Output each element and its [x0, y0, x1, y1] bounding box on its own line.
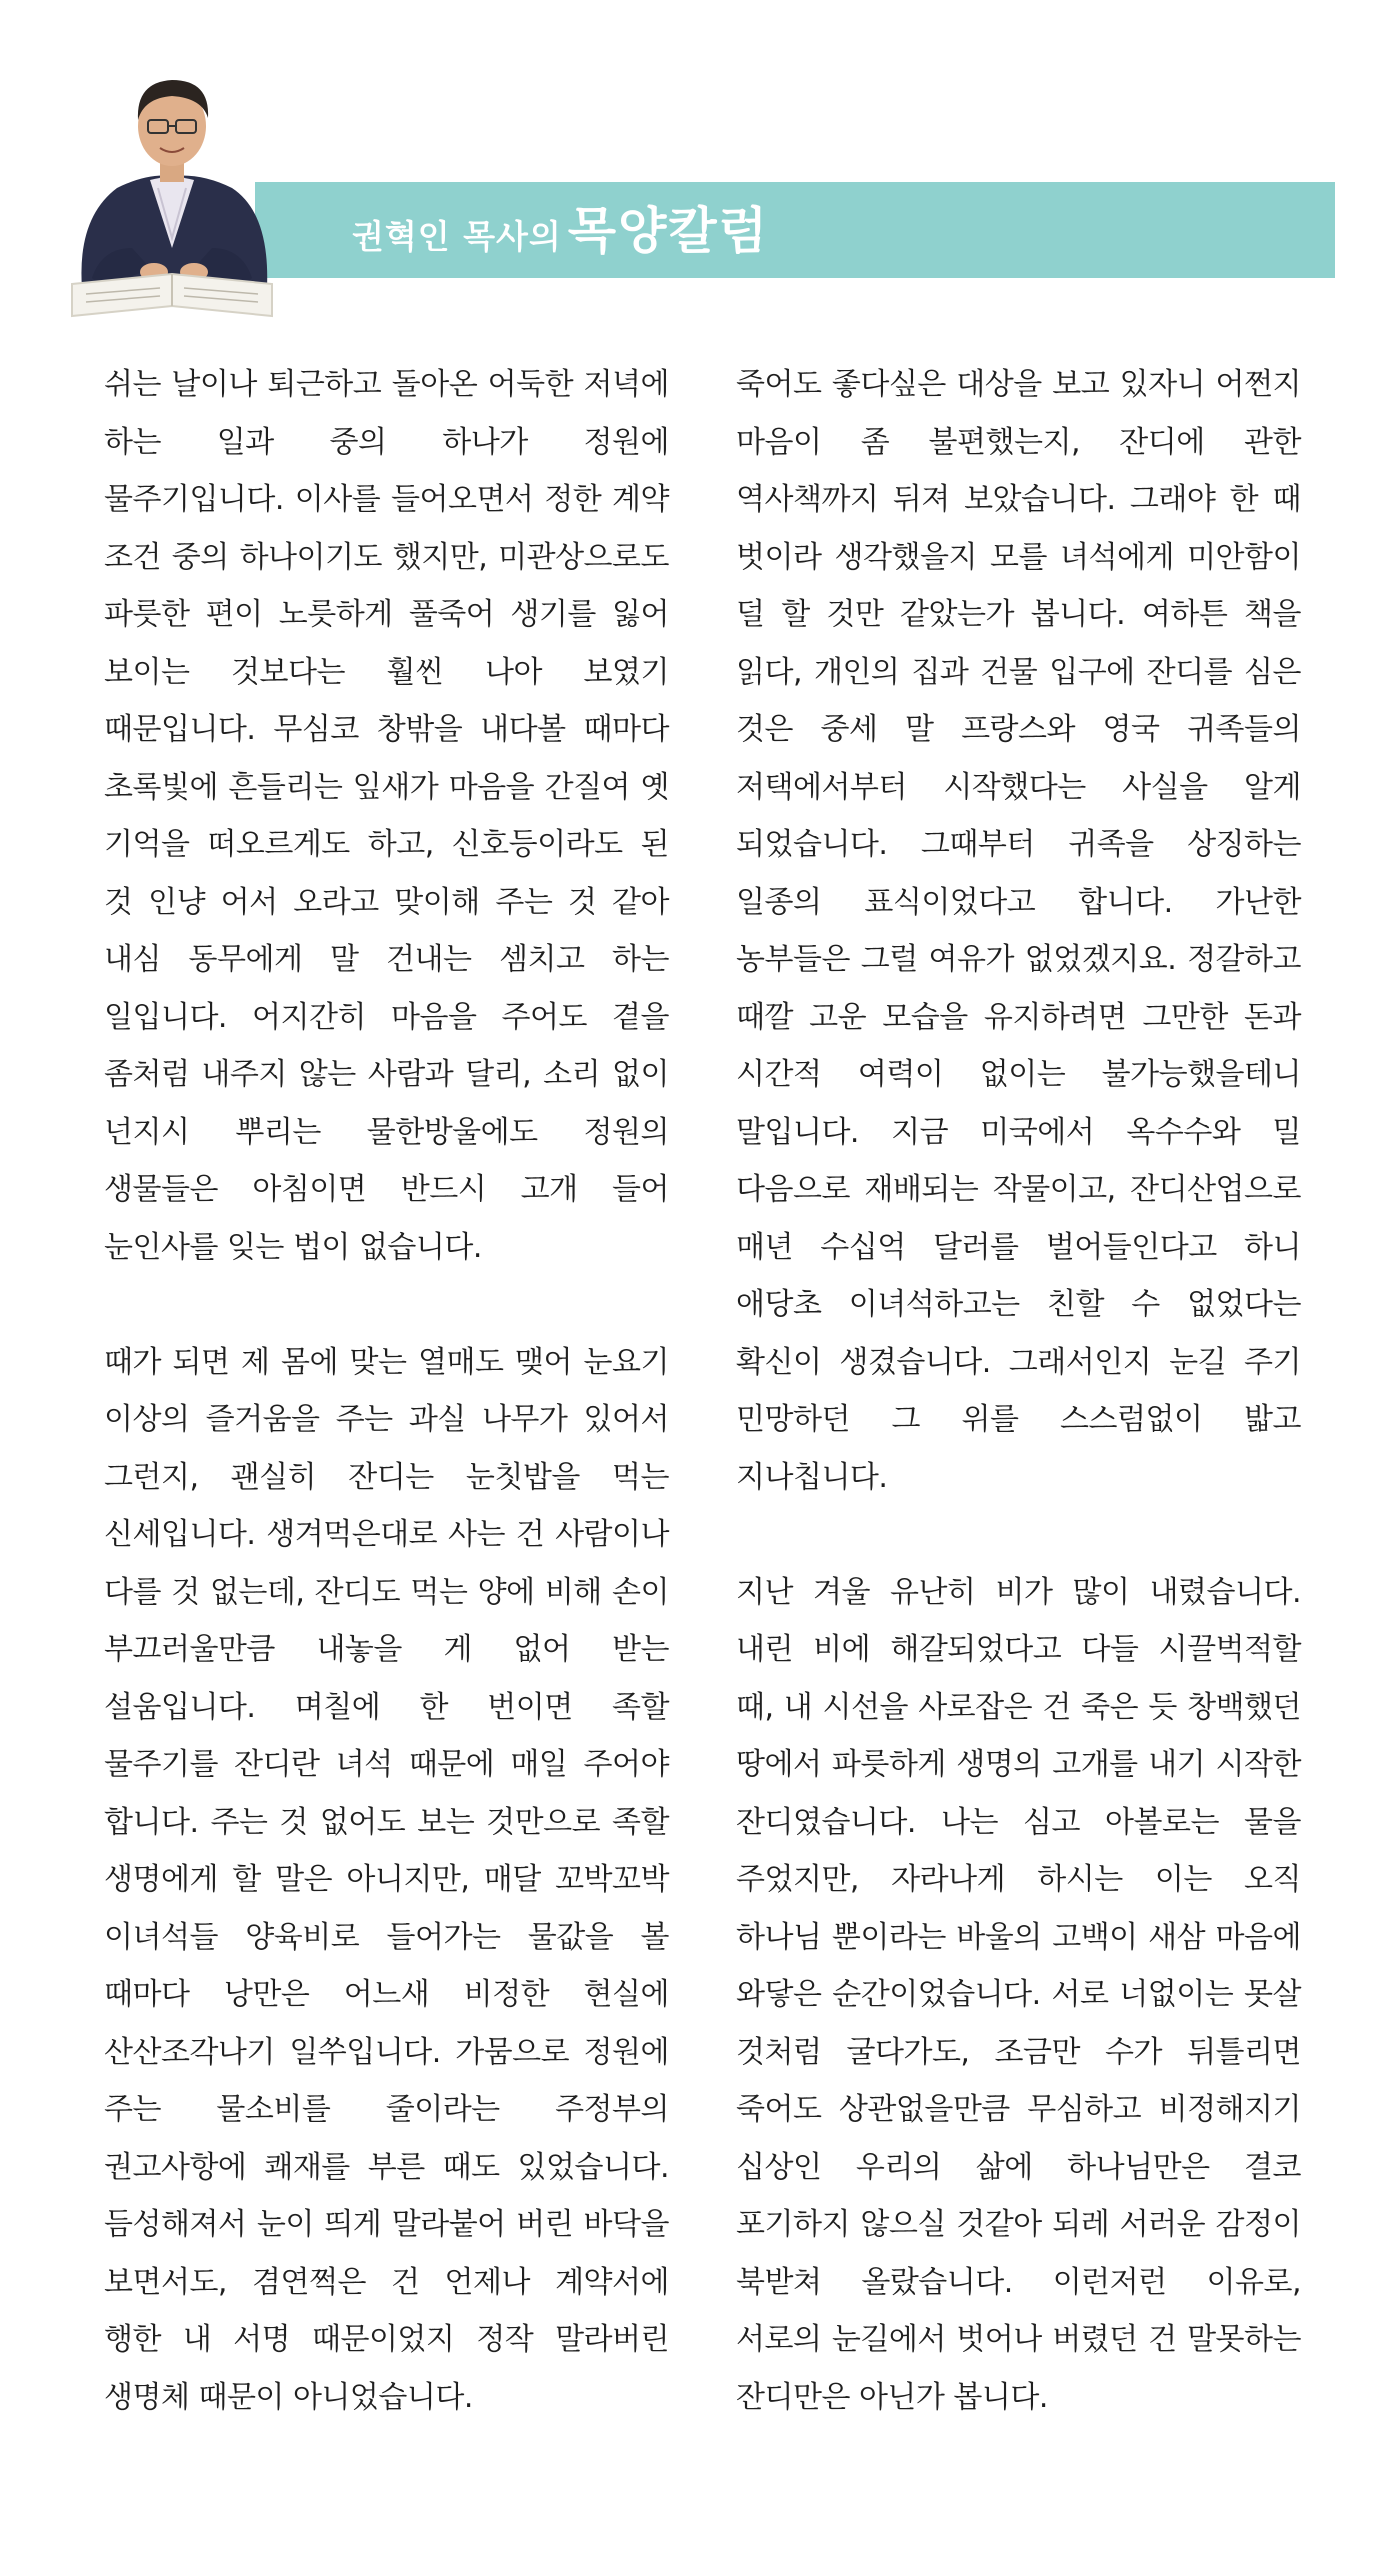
column-title	[352, 198, 769, 264]
paragraph: 쉬는 날이나 퇴근하고 돌아온 어둑한 저녁에 하는 일과 중의 하나가 정원에 물주기입니다. 이사를 들어오면서 정한 계약 조건 중의 하나이기도 했지만, 미관상으로도 파릇한 편이 노릇하게 풀죽어 생기를 잃어 보이는 것보다는 훨씬 나아 보였기 때문입니다. 무심코 창밖을 내다볼 때마다 초록빛에 흔들리는 잎새가 마음을 간질여 옛 기억을 떠오르게도 하고, 신호등이라도 된 것 인냥 어서 오라고 맞이해 주는 것 같아 내심 동무에게 말 건내는 셈치고 하는 일입니다. 어지간히 마음을 주어도 곁을 좀처럼 내주지 않는 사람과 달리, 소리 없이 넌지시 뿌리는 물한방울에도 정원의 생물들은 아침이면 반드시 고개 들어 눈인사를 잊는 법이 없습니다.	[104, 367, 669, 1265]
paragraph: 지난 겨울 유난히 비가 많이 내렸습니다. 내린 비에 해갈되었다고 다들 시끌벅적할 때, 내 시선을 사로잡은 건 죽은 듯 창백했던 땅에서 파릇하게 생명의 고개를 내기 시작한 잔디였습니다. 나는 심고 아볼로는 물을 주었지만, 자라나게 하시는 이는 오직 하나님 뿐이라는 바울의 고백이 새삼 마음에 와닿은 순간이었습니다. 서로 너없이는 못살 것처럼 굴다가도, 조금만 수가 뒤틀리면 죽어도 상관없을만큼 무심하고 비정해지기 십상인 우리의 삶에 하나님만은 결코 포기하지 않으실 것같아 되레 서러운 감정이 북받쳐 올랐습니다. 이런저런 이유로, 서로의 눈길에서 벗어나 버렸던 건 말못하는 잔디만은 아닌가 봅니다.	[736, 1574, 1301, 2415]
title-main: 목양칼럼	[567, 202, 769, 260]
column-right	[736, 356, 1301, 2484]
paragraph: 죽어도 좋다싶은 대상을 보고 있자니 어쩐지 마음이 좀 불편했는지, 잔디에 관한 역사책까지 뒤져 보았습니다. 그래야 한 때 벗이라 생각했을지 모를 녀석에게 미안함이 덜 할 것만 같았는가 봅니다. 여하튼 책을 읽다, 개인의 집과 건물 입구에 잔디를 심은 것은 중세 말 프랑스와 영국 귀족들의 저택에서부터 시작했다는 사실을 알게 되었습니다. 그때부터 귀족을 상징하는 일종의 표식이었다고 합니다. 가난한 농부들은 그럴 여유가 없었겠지요. 정갈하고 때깔 고운 모습을 유지하려면 그만한 돈과 시간적 여력이 없이는 불가능했을테니 말입니다. 지금 미국에서 옥수수와 밀 다음으로 재배되는 작물이고, 잔디산업으로 매년 수십억 달러를 벌어들인다고 하니 애당초 이녀석하고는 친할 수 없었다는 확신이 생겼습니다. 그래서인지 눈길 주기 민망하던 그 위를 스스럼없이 밟고 지나칩니다.	[736, 367, 1301, 1495]
title-prefix: 권혁인 목사의	[352, 217, 562, 256]
author-portrait-icon	[62, 48, 282, 318]
paragraph: 때가 되면 제 몸에 맞는 열매도 맺어 눈요기 이상의 즐거움을 주는 과실 나무가 있어서 그런지, 괜실히 잔디는 눈칫밥을 먹는 신세입니다. 생겨먹은대로 사는 건 사람이나 다를 것 없는데, 잔디도 먹는 양에 비해 손이 부끄러울만큼 내놓을 게 없어 받는 설움입니다. 며칠에 한 번이면 족할 물주기를 잔디란 녀석 때문에 매일 주어야 합니다. 주는 것 없어도 보는 것만으로 족할 생명에게 할 말은 아니지만, 매달 꼬박꼬박 이녀석들 양육비로 들어가는 물값을 볼 때마다 낭만은 어느새 비정한 현실에 산산조각나기 일쑤입니다. 가뭄으로 정원에 주는 물소비를 줄이라는 주정부의 권고사항에 쾌재를 부른 때도 있었습니다. 듬성해져서 눈이 띄게 말라붙어 버린 바닥을 보면서도, 겸연쩍은 건 언제나 계약서에 행한 내 서명 때문이었지 정작 말라버린 생명체 때문이 아니었습니다.	[104, 1344, 669, 2415]
column-left	[104, 356, 669, 2484]
